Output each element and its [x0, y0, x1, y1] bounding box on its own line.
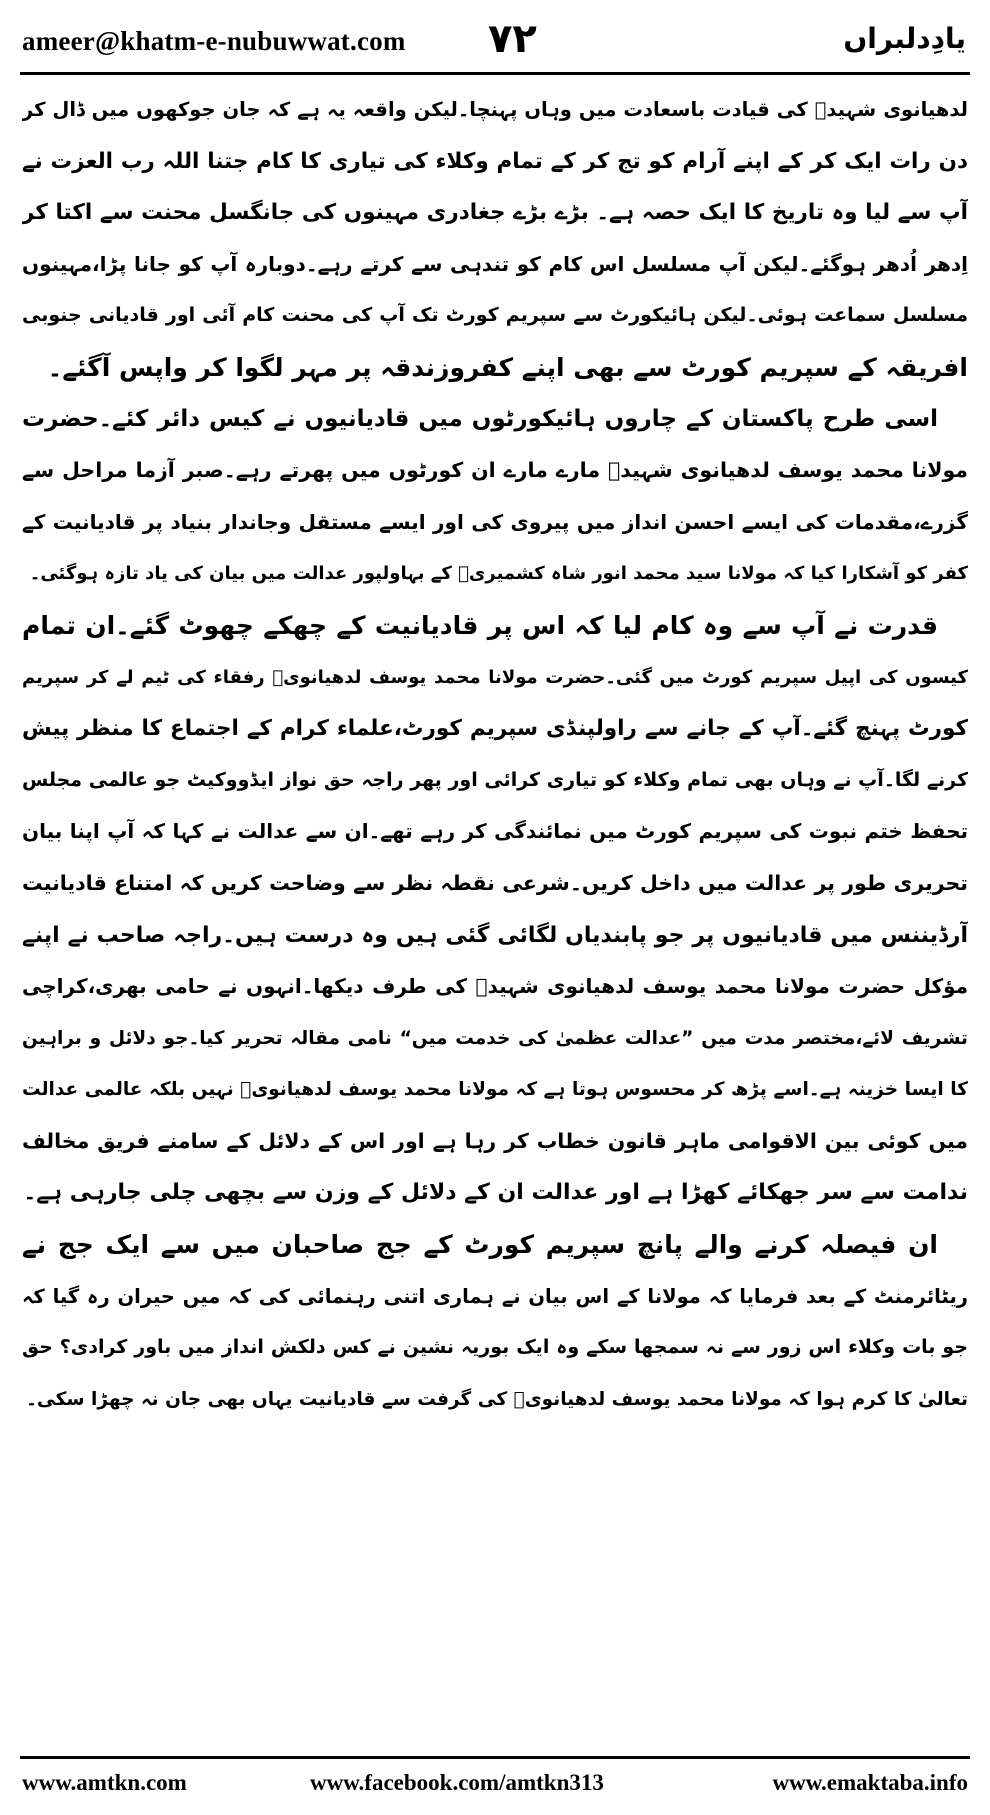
text-line: ریٹائرمنٹ کے بعد فرمایا کہ مولانا کے اس بیان نے ہماری اتنی رہنمائی کی کہ میں حیران رہ گیا کہ	[22, 1284, 968, 1308]
text-line: تعالیٰ کا کرم ہوا کہ مولانا محمد یوسف لدھیانویؒ کی گرفت سے قادیانیت یہاں بھی جان نہ چھڑا سکی۔	[26, 1388, 968, 1410]
text-line: افریقہ کے سپریم کورٹ سے بھی اپنے کفروزندقہ پر مہر لگوا کر واپس آگئے۔	[47, 352, 968, 382]
text-line: اِدھر اُدھر ہوگئے۔لیکن آپ مسلسل اس کام کو تندہی سے کرتے رہے۔دوبارہ آپ کو جانا پڑا،مہینوں	[22, 251, 968, 276]
text-line: دن رات ایک کر کے اپنے آرام کو تج کر کے تمام وکلاء کی تیاری کا کام جتنا اللہ رب العزت نے	[22, 148, 968, 174]
text-line: کورٹ پہنچ گئے۔آپ کے جانے سے راولپنڈی سپریم کورٹ،علماء کرام کے اجتماع کا منظر پیش	[22, 716, 968, 742]
text-line: مولانا محمد یوسف لدھیانوی شہیدؒ مارے مارے ان کورٹوں میں پھرتے رہے۔صبر آزما مراحل سے	[22, 458, 968, 483]
text-line: تشریف لائے،مختصر مدت میں ”عدالت عظمیٰ کی خدمت میں“ نامی مقالہ تحریر کیا۔جو دلائل و براہین	[22, 1027, 968, 1049]
page-number: ۷۲	[488, 16, 537, 62]
text-line: لدھیانوی شہیدؒ کی قیادت باسعادت میں وہاں پہنچا۔لیکن واقعہ یہ ہے کہ جان جوکھوں میں ڈال کر	[22, 98, 968, 121]
page-header	[20, 14, 970, 70]
page-body	[22, 84, 968, 1425]
footer-link-emaktaba[interactable]: www.emaktaba.info	[772, 1770, 968, 1795]
text-line: مؤکل حضرت مولانا محمد یوسف لدھیانوی شہیدؒ کی طرف دیکھا۔انہوں نے حامی بھری،کراچی	[22, 974, 968, 999]
page-footer	[22, 1766, 968, 1802]
text-line: میں کوئی بین الاقوامی ماہر قانون خطاب کر رہا ہے اور اس کے دلائل کے سامنے فریق مخالف	[22, 1128, 968, 1153]
book-title: یادِدلبراں	[843, 22, 966, 55]
text-line: تحفظ ختم نبوت کی سپریم کورٹ میں نمائندگی کر رہے تھے۔ان سے عدالت نے کہا کہ آپ اپنا بیان	[22, 819, 968, 844]
text-line: کفر کو آشکارا کیا کہ مولانا سید محمد انور شاہ کشمیریؒ کے بہاولپور عدالت میں بیان کی یاد تازہ ہوگئی۔	[29, 563, 968, 585]
footer-link-amtkn[interactable]: www.amtkn.com	[22, 1770, 187, 1795]
text-line: قدرت نے آپ سے وہ کام لیا کہ اس پر قادیانیت کے چھکے چھوٹ گئے۔ان تمام	[22, 610, 938, 640]
text-line: کیسوں کی اپیل سپریم کورٹ میں گئی۔حضرت مولانا محمد یوسف لدھیانویؒ رفقاء کی ٹیم لے کر سپریم	[22, 666, 968, 688]
text-line: ان فیصلہ کرنے والے پانچ سپریم کورٹ کے جج صاحبان میں سے ایک جج نے	[22, 1230, 938, 1260]
text-line: ندامت سے سر جھکائے کھڑا ہے اور عدالت ان کے دلائل کے وزن سے بچھی چلی جارہی ہے۔	[23, 1180, 968, 1206]
text-line: جو بات وکلاء اس زور سے نہ سمجھا سکے وہ ایک بوریہ نشین نے کس دلکش انداز میں باور کرادی؟ حق	[22, 1336, 968, 1359]
text-line: تحریری طور پر عدالت میں داخل کریں۔شرعی نقطہ نظر سے وضاحت کریں کہ امتناع قادیانیت	[22, 870, 968, 895]
footer-link-facebook[interactable]: www.facebook.com/amtkn313	[310, 1770, 604, 1795]
text-line: کرنے لگا۔آپ نے وہاں بھی تمام وکلاء کو تیاری کرائی اور پھر راجہ حق نواز ایڈووکیٹ جو عالمی مجلس	[22, 768, 968, 791]
text-line: آپ سے لیا وہ تاریخ کا ایک حصہ ہے۔ بڑے بڑے جغادری مہینوں کی جانگسل محنت سے اکتا کر	[22, 200, 968, 226]
text-line: کا ایسا خزینہ ہے۔اسے پڑھ کر محسوس ہوتا ہے کہ مولانا محمد یوسف لدھیانویؒ نہیں بلکہ عالمی عدالت	[22, 1079, 968, 1101]
footer-rule	[20, 1756, 970, 1759]
text-line: اسی طرح پاکستان کے چاروں ہائیکورٹوں میں قادیانیوں نے کیس دائر کئے۔حضرت	[22, 405, 938, 432]
text-line: گزرے،مقدمات کی ایسے احسن انداز میں پیروی کی اور ایسے مستقل وجاندار بنیاد پر قادیانیت کے	[22, 509, 968, 534]
header-email: ameer@khatm-e-nubuwwat.com	[22, 26, 406, 56]
text-line: آرڈیننس میں قادیانیوں پر جو پابندیاں لگائی گئی ہیں وہ درست ہیں۔راجہ صاحب نے اپنے	[22, 922, 968, 948]
text-line: مسلسل سماعت ہوئی۔لیکن ہائیکورٹ سے سپریم کورٹ تک آپ کی محنت کام آئی اور قادیانی جنوبی	[22, 304, 968, 327]
header-rule	[20, 72, 970, 75]
